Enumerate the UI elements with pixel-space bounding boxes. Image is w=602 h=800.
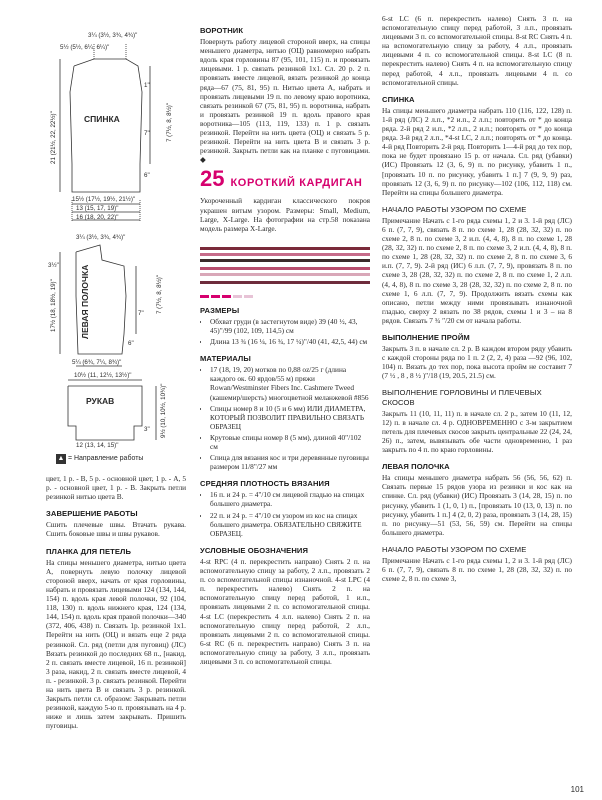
page-number: 101 (570, 784, 584, 794)
list-item: • 16 п. и 24 р. = 4"/10 см лицевой гладью на спицах большего диаметра. (210, 490, 370, 508)
sleeve-cuff: 3" (144, 426, 150, 433)
back-neck-width: 5½ (5½, 6¼, 6¼)" (60, 44, 110, 51)
front-schematic (60, 245, 136, 366)
yarn-swatch (200, 239, 370, 291)
abbr-heading: УСЛОВНЫЕ ОБОЗНАЧЕНИЯ (200, 545, 309, 555)
back-height: 21 (21½, 22, 22½)" (50, 111, 57, 164)
finish-heading: ЗАВЕРШЕНИЕ РАБОТЫ (46, 509, 138, 519)
arrow-up-icon: ▲ (57, 455, 65, 462)
pattern-text: Примечание Начать с 1-го ряда схемы 1, 2 и 3. 1-й ряд (ЛС) 6 п. (7, 7, 9), связать 8 п. по схеме 1, 28 (28, 32, 32) п. по схеме 2, 8 п. по схеме 3, 2 и.п. (4, 4, 8), 8 п. по схеме 1, 28 (28, 32, 32) п. по схеме 2, 8 п. по схеме 3, 2 и.п. (4, 4, 8), 8 п. по схеме 1, 28 (28, 32, 32) п. по схеме 2, 8 п. по схеме 3, 6 и.п. (7, 7, 9). 2-й ряд (ИС) 6 л.п. (7, 7, 9), провязать 8 п. по схеме 3, 28 (28, 32, 32) п. по схеме 2, 8 п. по схеме 1, 2 л.п. (4, 4, 8), 8 п. по схеме 3, 28 (28, 32, 32) п. по схеме 2, 8 п. по схеме 1, 6 л.п. (7, 7, 9). Продолжить вязать схемы как описано, петли между ними провязывать изнаночной гладью, сверху 2 вязать по 38 рядов, схемы 1 и 3 – на 8 рядов. Связать 7 ¾ ″/20 см от начала работы. (382, 215, 572, 325)
sleeve-height: 9½ (10, 10½, 10¾)" (160, 383, 167, 438)
list-item: • 22 п. и 24 р. = 4"/10 см узором из кос на спицах большего диаметра. ОБЯЗАТЕЛЬНО СВЯЖИТЕ ОБРАЗЕЦ. (210, 511, 370, 538)
column-left (46, 14, 186, 774)
back-label: СПИНКА (84, 114, 120, 124)
back-upper-side: 7" (144, 130, 150, 137)
front-shoulder-drop: 3½" (48, 262, 59, 269)
col1-text (46, 474, 186, 730)
neck-text: Закрыть 11 (10, 11, 11) п. в начале сл. 2 р., затем 10 (11, 12, 12) п. в начале сл. 4 р. ОДНОВРЕМЕННО с 3-м закрытием петель для плечевых скосов закрыть центральные 22 (24, 24, 26) п., затем, вывязывать обе части одновременно, 1 раз закрыть по 4 п. по краю горловины. (382, 408, 572, 455)
gauge-heading: СРЕДНЯЯ ПЛОТНОСТЬ ВЯЗАНИЯ (200, 479, 330, 489)
back-lower-side: 6" (144, 172, 150, 179)
abbr-text: 4-st RPC (4 п. перекрестить направо) Снять 2 п. на вспомогательную спицу за работу, 2 л.п., провязать 2 п. со вспомогательной спицы изнаночной. 4-st LPC (4 п. перекрестить налево) Снять 2 п. на вспомогательную спицу перед работой, 1 и.п., провязать лицевыми 2 п. со вспомогательной спицы. 4-st LC (перекрестить 4 л.п. налево) Снять 2 п. на вспомогательную спицу перед работой, 2 л.п., провязать лицевыми 2 п. со вспомогательной спицы. 6-st RC (6 п. перекрестить направо) Снять 3 п. на вспомогательную спицу за работу, 3 л.п., провязать лицевыми 3 п. со вспомогательной спицы. (200, 556, 370, 666)
front-side: 7" (138, 310, 144, 317)
list-item: • Спицы номер 8 и 10 (5 и 6 мм) ИЛИ ДИАМЕТРА, КОТОРЫЙ ПОЗВОЛИТ ПРАВИЛЬНО СВЯЗАТЬ ОБРАЗЕЦ (210, 404, 370, 431)
back-hem-width-3: 16 (18, 20, 22)" (76, 214, 119, 221)
finish-text: Сшить плечевые швы. Втачать рукава. Сшить боковые швы и швы рукавов. (46, 520, 186, 539)
pattern-heading: НАЧАЛО РАБОТЫ УЗОРОМ ПО СХЕМЕ (382, 204, 527, 214)
sizes-list (200, 317, 370, 346)
front-top-width: 3¼ (3½, 3¾, 4¾)" (76, 234, 126, 241)
legend-text: = Направление работы (67, 455, 144, 462)
lead-text: Укороченный кардиган классического покроя украшен витым узором. Размеры: Small, Medium, Large, X-Large. На фотографии на стр.58 показана модель размера X-Large. (200, 196, 370, 233)
back-top-width: 3¼ (3½, 3¾, 4¾)" (88, 32, 138, 39)
front-label: ЛЕВАЯ ПОЛОЧКА (80, 264, 90, 339)
sleeve-bottom-width: 12 (13, 14, 15)" (76, 442, 119, 449)
pattern2-text: Примечание Начать с 1-го ряда схемы 1, 2 и 3. 1-й ряд (ЛС) 6 п. (7, 7, 9), связать 8 п. по схеме 1, 28 (28, 32, 32) п. по схеме 2, 8 п. по схеме 3, (382, 555, 572, 584)
back-hem-width-1: 15½ (17½, 19½, 21½)" (72, 196, 136, 203)
column-middle (200, 14, 370, 774)
abbr-continued: 6-st LC (6 п. перекрестить налево) Снять 3 п. на вспомогательную спицу перед работой, 3 л.п., провязать лицевыми 3 п. со вспомогательной спицы. 8-st RC Снять 4 п. на вспомогательную спицу за работу, 4 л.п., провязать лицевыми 4 п. со вспомогательной спицы. 8-st LC (8 п. перекрестить налево) Снять 4 п. на вспомогательную спицу перед работой, 4 л.п., провязать лицевыми 4 п. со вспомогательной спицы. (382, 14, 572, 87)
pattern-name: КОРОТКИЙ КАРДИГАН (230, 177, 363, 190)
back-shoulder-drop: 1" (144, 82, 150, 89)
list-item: • 17 (18, 19, 20) мотков по 0,88 oz/25 г (длина каждого ок. 60 ярдов/55 м) пряжи Rowan/Westminster Fibers Inc. Cashmere Tweed (кашемир/шерсть) многоцветной меланжевой #856 (210, 365, 370, 401)
list-item: • Крутовые спицы номер 8 (5 мм), длиной 40"/102 см (210, 433, 370, 451)
difficulty-indicator (200, 295, 370, 298)
collar-text: Повернуть работу лицевой стороной вверх, на спицы меньшего диаметра, нитью (ОЦ) равномерно набрать вдоль края горловины 87 (95, 101, 115) п. и провязать лицевыми. 1 р. связать резинкой 1х1. Сл. 20 р. 2 п. провязать вместе лицевой, вязать резинкой до конца ряда—67 (75, 81, 95) п. Нитью цвета А, набрать и провязать лицевыми 19 п. по левому краю воротника, связать резинкой 67 (75, 81, 95) п. воротника, набрать и провязать резинкой 19 п. вдоль правого края воротника—105 (113, 119, 133) п. 1 р. связать резинкой. Перейти на нить цвета (ОЦ) и связать 5 р. резинкой. Перейти на нить цвета В и связать 3 р. резинкой. Закрыть петли как на планке с пуговицами. ◆ (200, 37, 370, 165)
sizes-heading: РАЗМЕРЫ (200, 305, 240, 315)
placket-heading: ПЛАНКА ДЛЯ ПЕТЕЛЬ (46, 546, 132, 556)
front-text: На спицы меньшего диаметра набрать 56 (56, 56, 62) п. Связать первые 15 рядов узора из резинки и кос как на спинке. Сл. ряд (убавки) (ИС) Провязать 3 (14, 28, 15) п. по рисунку, убавить 1 (1, 0, 1) п., [провязать 10 (13, 0, 13) п. по рисунку, убавить 1 п.] 4 (2, 0, 2) раза, провязать 3 (14, 28, 15) п. по рисунку—51 (53, 56, 59) см. Перейти на спицы большего диаметра. (382, 473, 572, 537)
placket-text: На спицы меньшего диаметра, нитью цвета А, повернуть левую полочку лицевой стороной вверх, начать от края горловины, набрать и провязать лицевыми 124 (134, 144, 154) п. вдоль края левой полочки, 92 (104, 118, 130) п. вдоль нижнего края, 124 (134, 144, 154) п. вдоль края правой полочки—340 (372, 406, 438) п. Связать 1р. резинкой 1х1. Перейти на нить (ОЦ) и вязать еще 2 ряда резинкой. Сл. ряд (петли для пуговиц) (ЛС) Вязать резинкой до последних 68 п., [накид, 2 п. связать вместе лицевой, 16 п. резинкой] 3 раза, накид, 2 п. связать вместе лицевой, 4 п. - резинкой. 3 р. связать резинкой. Перейти на нить цвета В и связать 3 р. резинкой. Закрыть петли сл. образом: Закрывать петли резинкой, каждую 5-ю п. провязывать на 4 р. ниже и лишь затем закрывать. Пришить пуговицы. (46, 557, 186, 731)
list-item: • Спица для вязания кос и три деревянные пуговицы размером 11/8"/27 мм (210, 453, 370, 471)
col1-intro: цвет, 1 р. - В, 5 р. - основной цвет, 1 р. - А, 5 р. - основной цвет, 1 р. - В. Закрыть петли резинкой нитью цвета В. (46, 474, 186, 502)
direction-legend (56, 454, 143, 464)
sleeve-label: РУКАВ (86, 396, 115, 406)
pattern2-heading: НАЧАЛО РАБОТЫ УЗОРОМ ПО СХЕМЕ (382, 544, 527, 554)
front-hem-width: 5¼ (6¾, 7¼, 8¾)" (72, 359, 122, 366)
schematic-drawing (46, 14, 186, 444)
back-armhole-depth: 7 (7½, 8, 8½)" (166, 103, 173, 142)
sleeve-top-width: 10½ (11, 12½, 13½)" (74, 372, 132, 379)
front-heading: ЛЕВАЯ ПОЛОЧКА (382, 462, 450, 472)
materials-list (200, 365, 370, 471)
armhole-heading: ВЫПОЛНЕНИЕ ПРОЙМ (382, 333, 470, 342)
pattern-number: 25 (200, 166, 225, 192)
front-lower-side: 6" (128, 340, 134, 347)
list-item: • Длина 13 ¾ (16 ¼, 16 ¾, 17 ¼)"/40 (41, 42,5, 44) см (210, 337, 370, 346)
schematics (46, 14, 186, 449)
front-armhole-depth: 7 (7½, 8, 8½)" (156, 275, 163, 314)
sleeve-schematic (68, 380, 156, 440)
back-heading: СПИНКА (382, 94, 415, 104)
armhole-text: Закрыть 3 п. в начале сл. 2 р. В каждом втором ряду убавить с каждой стороны ряда по 1 п. 2 (2, 2, 4) раза —92 (96, 102, 104) п. Вязать до тех пор, пока высота пройм не составит 7 (7 ½ , 8 , 8 ½ )"/18 (19, 20.5, 21.5) см. (382, 344, 572, 381)
materials-heading: МАТЕРИАЛЫ (200, 354, 251, 364)
column-right (382, 14, 572, 774)
gauge-list (200, 490, 370, 537)
neck-heading: ВЫПОЛНЕНИЕ ГОРЛОВИНЫ И ПЛЕЧЕВЫХ СКОСОВ (382, 388, 542, 407)
list-item: • Обхват груди (в застегнутом виде) 39 (40 ½, 43, 45)"/99 (102, 109, 114,5) см (210, 317, 370, 335)
front-height: 17½ (18, 18½, 19)" (50, 279, 57, 332)
collar-heading: ВОРОТНИК (200, 26, 244, 35)
back-text: На спицы меньшего диаметра набрать 110 (116, 122, 128) п. 1-й ряд (ЛС) 2 л.п., *2 и.п., 2 л.п.; повторить от * до конца ряда. 2-й ряд 2 и.п., *2 л.п., 2 и.п.; повторять от * до конца ряда. 3-й ряд 2 л.п., *4-st LC, 2 л.п.; повторять от * до конца. 4-й ряд Повторить 2-й ряд. Повторить 1—4-й ряд до тех пор, пока не будет провязано 15 р. от начала. Сл. ряд (убавки) (ИС) Провязать 12 (3, 6, 9) п. по рисунку, убавить 1 п., [провязать 10 п. по рисунку, убавить 1 п.] 7 (9, 9, 9) раз, провязать 12 (3, 6, 9) п. по рисунку—102 (106, 112, 118) см. Перейти на спицы большего диаметра. (382, 105, 572, 197)
pattern-title (200, 168, 370, 190)
back-hem-width-2: 13 (15, 17, 19)" (76, 205, 119, 212)
